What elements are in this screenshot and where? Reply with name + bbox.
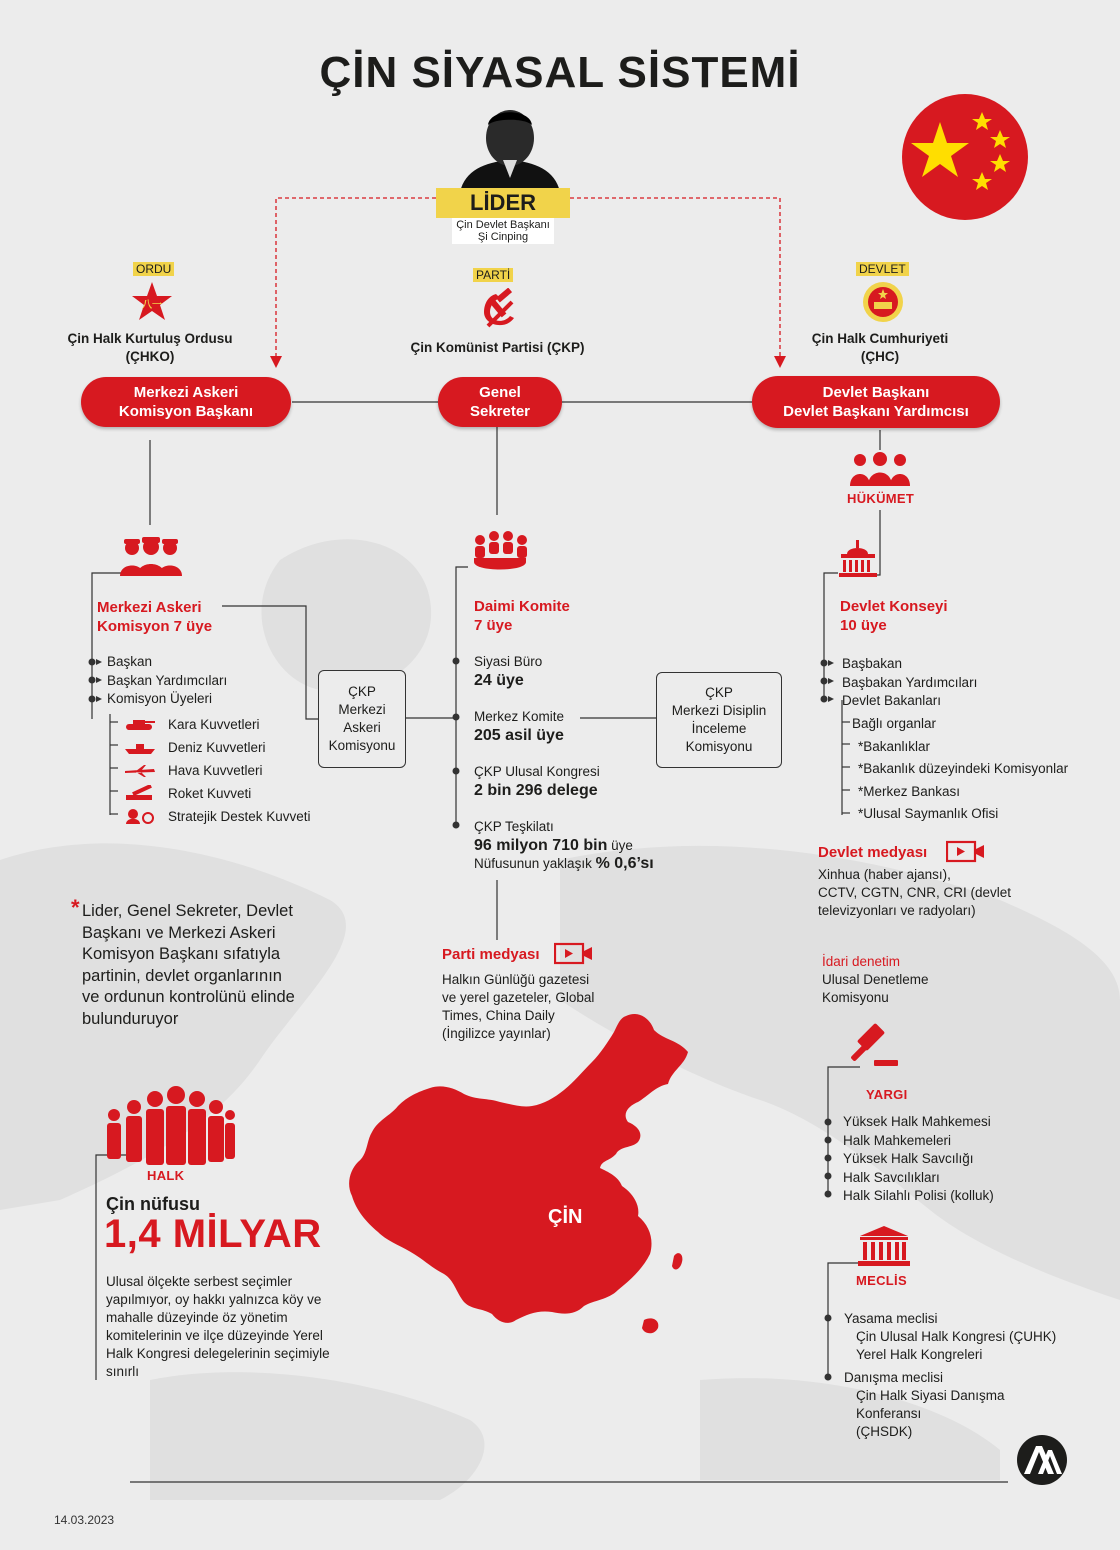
aa-logo bbox=[1016, 1434, 1068, 1486]
party-media-title: Parti medyası bbox=[442, 946, 540, 963]
government-building-icon bbox=[838, 540, 878, 578]
standing-committee-title: Daimi Komite 7 üye bbox=[474, 598, 570, 634]
fighter-jet-icon bbox=[124, 764, 156, 778]
list-item: Yüksek Halk Mahkemesi bbox=[843, 1114, 991, 1129]
party-media-text: Halkın Günlüğü gazetesi ve yerel gazeteler, Global Times, China Daily (İngilizce yayınlar) bbox=[442, 972, 595, 1041]
population-share: % 0,6’sı bbox=[595, 855, 654, 872]
advisory-head: Danışma meclisi bbox=[844, 1370, 944, 1385]
state-media-text: Xinhua (haber ajansı), CCTV, CGTN, CNR, CRI (devlet televizyonları ve radyoları) bbox=[818, 867, 1012, 918]
list-item: Bağlı organlar bbox=[852, 716, 937, 731]
unit-label: üye bbox=[611, 837, 633, 853]
people-label: HALK bbox=[147, 1168, 185, 1183]
branch-label: Kara Kuvvetleri bbox=[168, 717, 260, 732]
admin-oversight-text: Ulusal Denetleme Komisyonu bbox=[822, 972, 929, 1005]
army-star-icon bbox=[130, 280, 174, 324]
people-crowd-icon bbox=[104, 1085, 236, 1165]
soldiers-icon bbox=[118, 536, 184, 576]
list-value: 2 bin 296 delege bbox=[474, 781, 598, 799]
cmc-chairman-pill: Merkezi Askeri Komisyon Başkanı bbox=[81, 377, 291, 427]
judiciary-label: YARGI bbox=[866, 1087, 908, 1102]
rocket-launcher-icon bbox=[124, 785, 156, 801]
population-label: Nüfusunun yaklaşık bbox=[474, 856, 592, 871]
state-council-title: Devlet Konseyi 10 üye bbox=[840, 598, 948, 634]
list-item: Merkez Komite bbox=[474, 709, 565, 724]
list-value: 96 milyon 710 bin bbox=[474, 836, 608, 854]
media-screen-icon bbox=[946, 840, 988, 866]
population-value: 1,4 MİLYAR bbox=[104, 1212, 322, 1256]
list-item: Halk Savcılıkları bbox=[843, 1169, 940, 1185]
party-tag: PARTİ bbox=[473, 268, 513, 282]
list-item: Devlet Bakanları bbox=[842, 693, 942, 708]
branch-label: Roket Kuvveti bbox=[168, 786, 252, 801]
svg-text:八一: 八一 bbox=[142, 300, 162, 311]
list-item: Halk Silahlı Polisi (kolluk) bbox=[843, 1188, 994, 1203]
leader-portrait-icon bbox=[455, 100, 565, 192]
list-item: ÇKP Teşkilatı bbox=[474, 819, 554, 834]
list-item: *Bakanlıklar bbox=[858, 738, 931, 754]
cmc-list bbox=[107, 653, 227, 709]
list-item: Halk Mahkemeleri bbox=[843, 1132, 952, 1148]
date-label: 14.03.2023 bbox=[54, 1513, 115, 1527]
china-map bbox=[338, 1010, 718, 1340]
parliament-label: MECLİS bbox=[856, 1273, 907, 1288]
branch-label: Hava Kuvvetleri bbox=[168, 763, 263, 778]
state-tag: DEVLET bbox=[856, 262, 909, 276]
government-label: HÜKÜMET bbox=[847, 491, 915, 506]
list-item: Başbakan Yardımcıları bbox=[842, 674, 978, 690]
president-pill: Devlet Başkanı Devlet Başkanı Yardımcısı bbox=[752, 376, 1000, 428]
discipline-commission-box: ÇKP Merkezi Disiplin İnceleme Komisyonu bbox=[656, 672, 782, 768]
legislature-items bbox=[856, 1328, 1056, 1364]
advisory-text: Çin Halk Siyasi Danışma Konferansı (ÇHSDK) bbox=[856, 1388, 1005, 1439]
list-item: *Merkez Bankası bbox=[858, 783, 961, 799]
china-map-label: ÇİN bbox=[548, 1206, 583, 1228]
state-council-list bbox=[842, 655, 977, 711]
army-org-name: Çin Halk Kurtuluş Ordusu (ÇHKO) bbox=[67, 331, 233, 364]
page-title: ÇİN SİYASAL SİSTEMİ bbox=[319, 48, 801, 97]
warship-icon bbox=[124, 742, 156, 754]
china-flag-icon bbox=[900, 92, 1030, 222]
list-item: Çin Ulusal Halk Kongresi (ÇUHK) bbox=[856, 1329, 1057, 1344]
list-item: Başkan Yardımcıları bbox=[107, 672, 228, 688]
army-tag: ORDU bbox=[133, 262, 174, 276]
list-item: *Ulusal Saymanlık Ofisi bbox=[858, 806, 999, 821]
leader-label: LİDER bbox=[436, 188, 570, 218]
list-item: Yüksek Halk Savcılığı bbox=[843, 1151, 974, 1166]
leader-box bbox=[436, 188, 570, 242]
list-item: Yerel Halk Kongreleri bbox=[856, 1347, 983, 1362]
list-value: 205 asil üye bbox=[474, 726, 564, 744]
cmc-title: Merkezi Askeri Komisyon 7 üye bbox=[97, 599, 213, 635]
list-item: Başkan bbox=[107, 654, 153, 669]
media-screen-icon bbox=[554, 942, 596, 968]
government-people-icon bbox=[848, 450, 912, 486]
state-emblem-icon bbox=[861, 280, 905, 324]
list-item: Komisyon Üyeleri bbox=[107, 691, 213, 706]
note-text: Lider, Genel Sekreter, Devlet Başkanı ve Merkezi Askeri Komisyon Başkanı sıfatıyla partinin, devlet organlarının ve ordunun kontrolünü elinde bulunduruyor bbox=[82, 902, 295, 1028]
branch-label: Deniz Kuvvetleri bbox=[168, 740, 266, 755]
list-item: ÇKP Ulusal Kongresi bbox=[474, 764, 600, 779]
admin-oversight-title: İdari denetim bbox=[822, 954, 901, 969]
parliament-building-icon bbox=[858, 1226, 910, 1268]
judiciary-list bbox=[843, 1113, 994, 1206]
strategic-support-icon bbox=[124, 808, 156, 824]
people-text: Ulusal ölçekte serbest seçimler yapılmıyor, oy hakkı yalnızca köy ve mahalle düzeyinde öz yönetim komitelerinin ve ilçe düzeyinde Yerel Halk Kongresi delegelerinin seçimiyle sınırlı bbox=[106, 1274, 330, 1379]
branch-list bbox=[120, 713, 311, 828]
hammer-sickle-icon bbox=[476, 288, 522, 332]
note-star: * bbox=[71, 895, 80, 920]
list-value: 24 üye bbox=[474, 671, 524, 689]
list-item: *Bakanlık düzeyindeki Komisyonlar bbox=[858, 761, 1069, 776]
list-item: Başbakan bbox=[842, 656, 903, 671]
branch-label: Stratejik Destek Kuvveti bbox=[168, 809, 311, 824]
list-item: Siyasi Büro bbox=[474, 654, 543, 669]
affiliated-bodies-list bbox=[852, 713, 1068, 826]
party-bodies-list bbox=[474, 653, 654, 874]
tank-icon bbox=[124, 719, 156, 731]
committee-meeting-icon bbox=[470, 528, 530, 578]
general-secretary-pill: Genel Sekreter bbox=[438, 377, 562, 427]
leader-name: Şi Cinping bbox=[477, 231, 529, 243]
party-org-name: Çin Komünist Partisi (ÇKP) bbox=[410, 340, 585, 355]
state-media-title: Devlet medyası bbox=[818, 844, 928, 861]
state-org-name: Çin Halk Cumhuriyeti (ÇHC) bbox=[811, 331, 949, 364]
legislature-head: Yasama meclisi bbox=[844, 1311, 938, 1326]
aa-logo-icon bbox=[1016, 1434, 1068, 1486]
leader-title: Çin Devlet Başkanı bbox=[456, 219, 550, 231]
gavel-icon bbox=[844, 1020, 900, 1072]
ckp-military-commission-box: ÇKP Merkezi Askeri Komisyonu bbox=[318, 670, 406, 768]
population-heading: Çin nüfusu bbox=[106, 1194, 200, 1214]
